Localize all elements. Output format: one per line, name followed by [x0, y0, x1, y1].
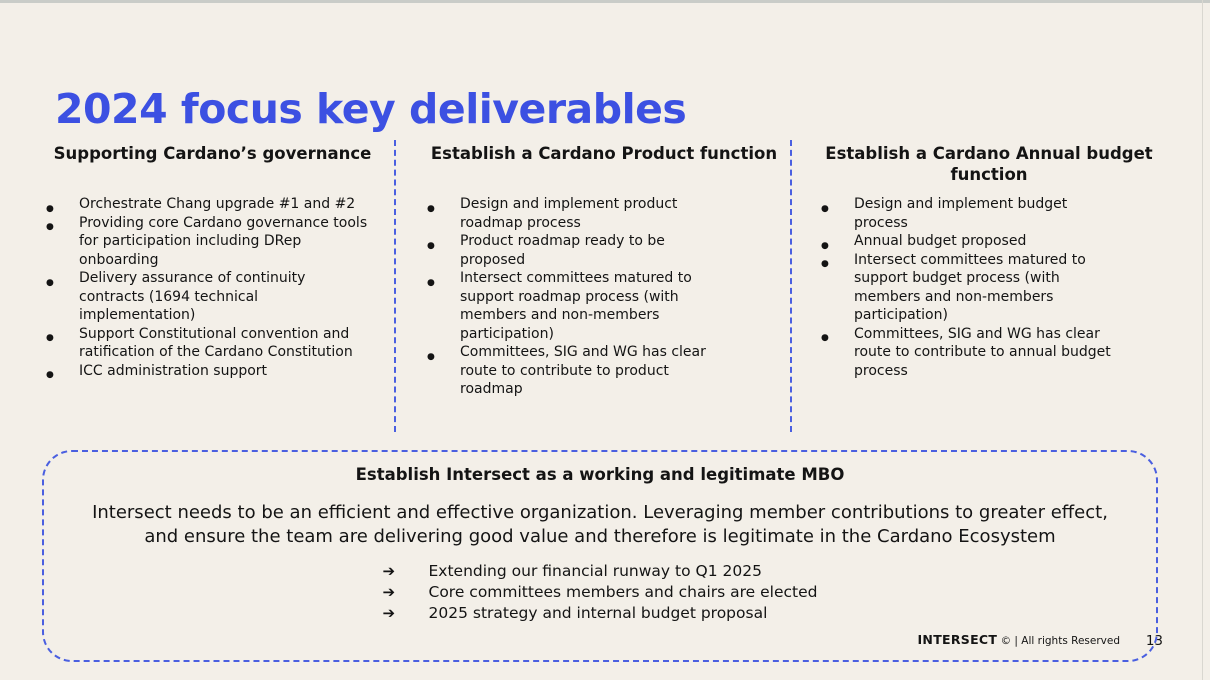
- column-product-header: Establish a Cardano Product function: [430, 144, 778, 163]
- arrow-icon: ➔: [382, 562, 396, 580]
- mbo-paragraph: Intersect needs to be an efficient and effective organization. Leveraging member contributions to greater effect, and ensure the team are delivering good value and therefore is legitimate in the Cardano Ecosystem: [92, 502, 1108, 547]
- page-number: 13: [1145, 633, 1163, 649]
- list-item-text: Providing core Cardano governance tools for participation including DRep onboarding: [79, 214, 368, 268]
- slide-title: 2024 focus key deliverables: [55, 85, 687, 134]
- column-governance: [37, 140, 394, 432]
- bullet-icon: ●: [46, 222, 54, 232]
- column-budget-list: [812, 195, 1166, 380]
- list-item: [812, 251, 1112, 325]
- list-item: [418, 195, 718, 232]
- list-item: [37, 269, 375, 325]
- list-item: [418, 343, 718, 399]
- list-item: [812, 325, 1112, 381]
- list-item: [812, 195, 1112, 232]
- column-product-list: [418, 195, 790, 399]
- arrow-icon: ➔: [382, 604, 396, 622]
- bullet-icon: ●: [427, 351, 435, 362]
- list-item-text: Design and implement product roadmap process: [460, 196, 678, 231]
- list-item-text: Annual budget proposed: [854, 233, 1027, 249]
- right-edge-line: [1202, 0, 1203, 680]
- list-item-text: Core committees members and chairs are elected: [428, 583, 818, 601]
- mbo-action-list: [383, 561, 818, 624]
- list-item-text: Support Constitutional convention and ratification of the Cardano Constitution: [79, 325, 353, 360]
- bullet-icon: ●: [46, 333, 54, 343]
- list-item: [418, 269, 718, 343]
- column-governance-list: [37, 195, 394, 380]
- list-item-text: Intersect committees matured to support budget process (with members and non-members participation): [854, 251, 1086, 323]
- footer-rights: © | All rights Reserved: [1000, 635, 1120, 647]
- list-item: [37, 362, 375, 381]
- bullet-icon: ●: [821, 203, 829, 214]
- footer: [917, 632, 1120, 647]
- list-item: [812, 232, 1112, 251]
- bullet-icon: ●: [821, 333, 829, 343]
- list-item: [383, 603, 818, 624]
- list-item-text: Orchestrate Chang upgrade #1 and #2: [79, 196, 356, 212]
- arrow-icon: ➔: [382, 583, 396, 601]
- list-item: [37, 325, 375, 362]
- bullet-icon: ●: [46, 277, 54, 288]
- list-item: [383, 561, 818, 582]
- list-item-text: ICC administration support: [79, 362, 268, 379]
- list-item-text: Committees, SIG and WG has clear route to contribute to product roadmap: [460, 344, 706, 397]
- mbo-callout-box: [42, 450, 1158, 662]
- footer-brand: INTERSECT: [917, 632, 998, 647]
- bullet-icon: ●: [427, 240, 435, 251]
- bullet-icon: ●: [427, 277, 435, 288]
- deliverables-columns: [37, 140, 1167, 432]
- column-budget-header: Establish a Cardano Annual budget function: [825, 144, 1153, 184]
- bullet-icon: ●: [427, 203, 435, 214]
- column-governance-header: Supporting Cardano’s governance: [53, 144, 372, 163]
- list-item: [418, 232, 718, 269]
- list-item: [37, 214, 375, 270]
- list-item: [37, 195, 375, 214]
- bullet-icon: ●: [46, 370, 54, 380]
- bullet-icon: ●: [821, 259, 829, 269]
- list-item-text: Product roadmap ready to be proposed: [460, 233, 665, 268]
- list-item: [383, 582, 818, 603]
- list-item-text: Extending our financial runway to Q1 2025: [428, 562, 762, 580]
- bullet-icon: ●: [821, 240, 829, 251]
- list-item-text: Design and implement budget process: [854, 196, 1068, 231]
- top-edge-strip: [0, 0, 1210, 3]
- list-item-text: Delivery assurance of continuity contracts (1694 technical implementation): [79, 270, 306, 323]
- list-item-text: 2025 strategy and internal budget proposal: [428, 604, 768, 622]
- column-product: [396, 140, 790, 432]
- list-item-text: Intersect committees matured to support roadmap process (with members and non-members participation): [460, 270, 692, 342]
- list-item-text: Committees, SIG and WG has clear route to contribute to annual budget process: [854, 325, 1111, 379]
- bullet-icon: ●: [46, 203, 54, 214]
- column-budget: [792, 140, 1166, 432]
- mbo-heading: Establish Intersect as a working and legitimate MBO: [355, 465, 845, 484]
